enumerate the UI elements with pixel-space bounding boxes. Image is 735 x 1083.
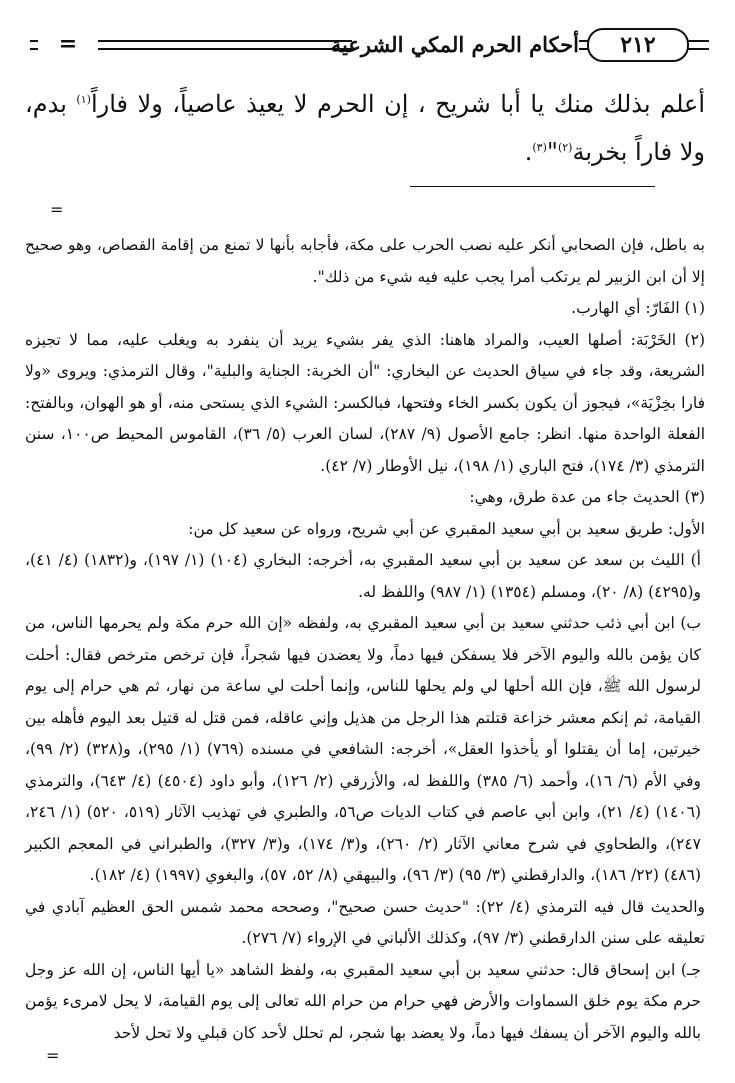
page-number: ٢١٢	[587, 28, 689, 62]
footnote-3-first-path: الأول: طريق سعيد بن أبي سعيد المقبري عن أبي شريح، ورواه عن سعيد كل من:	[188, 519, 705, 538]
main-text	[25, 80, 705, 176]
main-text-end: .	[524, 138, 533, 166]
footnote-3: (٣) الحديث جاء من عدة طرق، وهي:	[469, 488, 705, 506]
footnote-ref-2: (٢)	[557, 141, 573, 154]
footnote-ref-3: (٣)	[532, 141, 547, 154]
footnote-continuation: به باطل، فإن الصحابي أنكر عليه نصب الحرب على مكة، فأجابه بأنها لا تمنع من إقامة القصاص، وهو صحيح إلا أن ابن الزبير لم يرتكب أمرا يجب عليه فيه شيء من ذلك".	[25, 236, 705, 286]
main-text-quote: "	[546, 138, 558, 166]
footnote-1: (١) الفَارّ: أي الهارب.	[571, 299, 705, 317]
footnote-3-item-b: ب) ابن أبي ذئب حدثني سعيد بن أبي سعيد المقبري به، ولفظه «إن الله حرم مكة ولم يحرمها الناس، من كان يؤمن بالله واليوم الآخر فلا يسفكن فيها دماً، ولا يعضدن فيها شجراً، فإن ترخص مترخص فقال: أحلت لرسول الله ﷺ، فإن الله أحلها لي ولم يحلها للناس، وإنما أحلت لي ساعة من نهار، ثم هي حرام إلى يوم القيامة، ثم إنكم معشر خزاعة قتلتم هذا الرجل من هذيل وإني عاقله، فمن قتل له قتيل بعد اليوم فأهله بين خيرتين، إما أن يقتلوا أو يأخذوا العقل»، أخرجه: الشافعي في مسنده (٧٦٩) (١/ ٢٩٥)، و(٣٢٨) (٢/ ٩٩)، وفي الأم (٦/ ١٦)، وأحمد (٦/ ٣٨٥) واللفظ له، والأزرقي (٢/ ١٢٦)، وأبو داود (٤٥٠٤) (٤/ ٦٤٣)، والترمذي (١٤٠٦) (٤/ ٢١)، وابن أبي عاصم في كتاب الديات ص٥٦، والطبري في تهذيب الآثار (٥١٩، ٥٢٠) (١/ ٢٤٦، ٢٤٧)، والطحاوي في شرح معاني الآثار (٢/ ٢٦٠)، و(٣/ ١٧٤)، و(٣/ ٣٢٧)، والطبراني في المعجم الكبير (٤٨٦) (٢٢/ ١٨٦)، والدارقطني (٣/ ٩٥) (٣/ ٩٦)، والبيهقي (٨/ ٥٢، ٥٧)، والبغوي (١٩٩٧) (٤/ ١٨٢).	[25, 614, 702, 884]
header-title: أحكام الحرم المكي الشرعية	[352, 28, 579, 62]
continuation-mark: =	[50, 200, 64, 219]
running-header	[30, 28, 709, 64]
page-end-mark: =	[46, 1046, 60, 1065]
footnote-3-grading: والحديث قال فيه الترمذي (٤/ ٢٢): "حديث حسن صحيح"، وصححه محمد شمس الحق العظيم آبادي في تعليقه على سنن الدارقطني (٣/ ٩٧)، وكذلك الألباني في الإرواء (٧/ ٢٧٦).	[25, 897, 705, 947]
main-text-part2: بدم، ولا فاراً بخربة	[25, 90, 705, 166]
footnote-ref-1: (١)	[76, 93, 91, 106]
footnote-3-item-c: جـ) ابن إسحاق قال: حدثني سعيد بن أبي سعيد المقبري به، ولفظ الشاهد «يا أيها الناس، إن الله عز وجل حرم مكة يوم خلق السماوات والأرض فهي حرام من حرام الله تعالى إلى يوم القيامة، لا يحل لامرىء يؤمن بالله واليوم الآخر أن يسفك فيها دماً، ولا يعضد بها شجر، لم تحلل لأحد كان قبلي ولا تحل لأحد	[25, 960, 701, 1042]
header-end-mark: =	[38, 28, 98, 62]
footnotes	[25, 230, 705, 1049]
footnote-2: (٢) الخَرْبَة: أصلها العيب، والمراد هاهنا: الذي يفر بشيء يريد أن ينفرد به ويغلب عليه، مما لا تجيزه الشريعة، وقد جاء في سياق الحديث عن البخاري: "أن الخربة: الجناية والبلية"، وقال الترمذي: ويروى «ولا فارا بخِزْيَة»، فيجوز أن يكون بكسر الخاء وفتحها، فبالكسر: الشيء الذي يستحى منه، أو هو الهوان، وبالفتح: الفعلة الواحدة منها. انظر: جامع الأصول (٩/ ٢٨٧)، لسان العرب (٥/ ٣٦)، القاموس المحيط ص١٠٠، سنن الترمذي (٣/ ١٧٤)، فتح الباري (١/ ١٩٨)، نيل الأوطار (٧/ ٤٢).	[25, 330, 706, 475]
footnote-separator	[410, 186, 655, 187]
footnote-3-item-a: أ) الليث بن سعد عن سعيد بن أبي سعيد المقبري به، أخرجه: البخاري (١٠٤) (١/ ١٩٧)، و(١٨٣٢) (٤/ ٤١)، و(٤٢٩٥) (٨/ ٢٠)، ومسلم (١٣٥٤) (١/ ٩٨٧) واللفظ له.	[25, 551, 701, 601]
main-text-part1: أعلم بذلك منك يا أبا شريح ، إن الحرم لا يعيذ عاصياً، ولا فاراً	[90, 90, 706, 118]
